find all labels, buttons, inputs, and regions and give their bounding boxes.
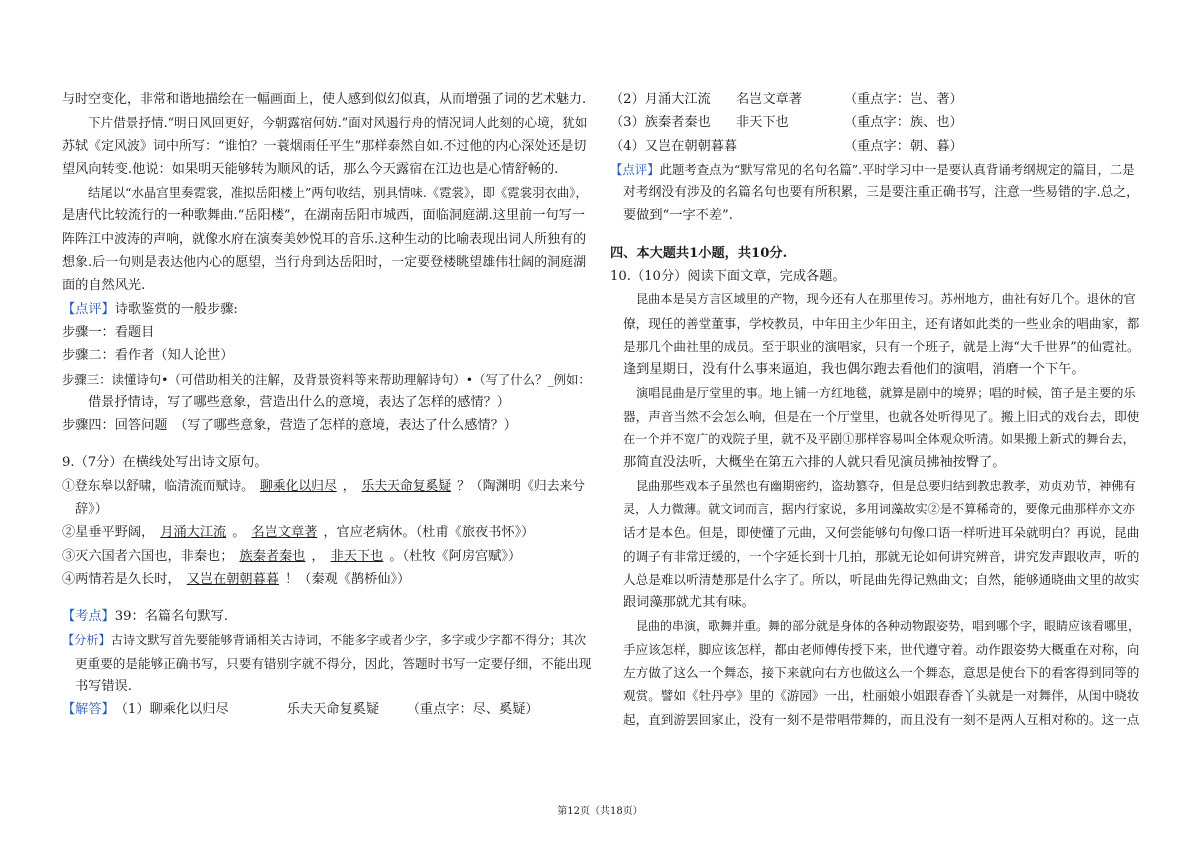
kaodian-tag: 【考点】 [62,609,115,625]
fenxi-line: 【分析】古诗文默写首先要能够背诵相关古诗词，不能多字或者少字，多字或少字都不得分；其次 [62,632,587,647]
text-line: 是那几个曲社里的成员。至于职业的演唱家，只有一个班子，就是上海“大千世界”的仙霓社。 [623,338,1140,354]
text-line: 跟词藻那就尤其有味。 [623,595,755,611]
dianping-tag: 【点评】 [610,161,660,177]
answer-blank: 乐夫天命复奚疑 [361,478,452,494]
answer-blank: 又岂在朝朝暮暮 [186,571,279,587]
text-line: 那简直没法听，大概坐在第五六排的人就只看见演员拂袖按臀了。 [623,455,1006,471]
right-column [610,88,1140,731]
text-line: 书写错误. [75,679,132,695]
dianping-line: 【点评】此题考查点为“默写常见的名句名篇”.平时学习中一是要认真背诵考纲规定的篇目，二是 [610,161,1135,177]
text-line: 人总是难以听清楚那是什么字了。所以，听昆曲先得记熟曲文；自然，能够通晓曲文里的故实 [623,571,1140,587]
jieda-line: 【解答】（1）聊乘化以归尽 乐夫天命复奚疑 （重点字：尽、奚疑） [62,702,539,718]
text-line: 昆曲那些戏本子虽然也有幽期密约，盗劫篡夺，但是总要归结到教忠教孝，劝贞劝节，神佛有 [636,478,1136,493]
step-line: 步骤一：看题目 [62,324,155,340]
text-line: 观赏。譬如《牡丹亭》里的《游园》一出，杜丽娘小姐跟春香丫头就是一对舞伴，从闺中晓妆 [623,688,1140,704]
question-10: 10.（10分）阅读下面文章，完成各题。 [610,269,846,285]
dianping-text: 诗歌鉴赏的一般步骤: [114,301,238,317]
page-footer: 第12页（共18页） [557,806,643,817]
text-line: 话才是本色。但是，即使懂了元曲，又何尝能够句句像口语一样听进耳朵就明白？再说，昆曲 [623,525,1140,541]
text-line: 昆曲的串演，歌舞并重。舞的部分就是身体的各种动物跟姿势，唱到哪个字，眼睛应该看哪里， [636,618,1141,633]
left-column [62,88,592,722]
text-line: 是唐代比较流行的一种歌舞曲.“岳阳楼”，在湖南岳阳市城西，面临洞庭湖.这里前一句写一 [62,208,585,224]
dianping-tag: 【点评】 [62,301,115,317]
answer-blank: 月涌大江流 [160,525,227,541]
question-9: 9.（7分）在横线处写出诗文原句。 [62,455,268,471]
text-line: 要做到“一字不差”. [623,208,733,224]
q9-item-3: ③灭六国者六国也，非秦也； 族秦者秦也 ， 非天下也 。（杜牧《阿房宫赋》） [62,548,522,564]
text-line: 结尾以“水晶宫里奏霓裳，准拟岳阳楼上”两句收结，别具情味.《霓裳》，即《霓裳羽衣曲》， [88,185,588,201]
text-line: 器，声音当然不会怎么响，但是在一个厅堂里，也就各处听得见了。搬上旧式的戏台去，即使 [623,408,1140,424]
text-line: 在一个并不宽广的戏院子里，就不及平剧①那样容易叫全体观众听清。如果搬上新式的舞台去， [623,432,1135,447]
answer-blank: 名岂文章著 [251,525,318,541]
text-line: 演唱昆曲是厅堂里的事。地上铺一方红地毯，就算是剧中的境界；唱的时候，笛子是主要的乐 [636,385,1136,400]
text-line: 手应该怎样，脚应该怎样，都由老师傅传授下来，世代遵守着。动作跟姿势大概重在对称，向 [623,641,1140,657]
jieda-tag: 【解答】 [62,702,115,718]
q9-item-1: ①登东皋以舒啸，临清流而赋诗。 聊乘化以归尽 ， 乐夫天命复奚疑 ？（陶渊明《归去来兮 [62,478,586,494]
kaodian-line: 【考点】39：名篇名句默写. [62,609,229,625]
text-line: 与时空变化，非常和谐地描绘在一幅画面上，使人感到似幻似真，从而增强了词的艺术魅力. [62,92,587,107]
answer-row: （4）又岂在朝朝暮暮 （重点字：朝、暮） [610,138,963,154]
text-line: 左方做了这么一个舞态，接下来就向右方也做这么一个舞态，意思是使台下的看客得到同等的 [623,665,1140,681]
text-line: 面的自然风光. [62,278,146,294]
text-line: 苏轼《定风波》词中所写：“谁怕？一蓑烟雨任平生”那样泰然自如.不过他的内心深处还是切 [62,138,587,154]
answer-blank: 聊乘化以归尽 [259,478,337,494]
text-line: 想象.后一句则是表达他内心的愿望，当行舟到达岳阳时，一定要登楼眺望雄伟壮阔的洞庭湖 [62,255,587,271]
step-line: 借景抒情诗，写了哪些意象，营造出什么的意境，表达了怎样的感情？） [88,394,510,410]
q9-item-2: ②星垂平野阔， 月涌大江流 。 名岂文章著 ，官应老病休。（杜甫《旅夜书怀》） [62,525,535,541]
text-line: 起，直到游罢回家止，没有一刻不是带唱带舞的，而且没有一刻不是两人互相对称的。这一点 [623,711,1140,727]
text-line: 望风向转变.他说：如果明天能够转为顺风的话，那么今天露宿在江边也是心情舒畅的. [62,161,559,177]
step-line: 步骤二：看作者（知人论世） [62,348,234,364]
step-line: 步骤三：读懂诗句•（可借助相关的注解，及背景资料等来帮助理解诗句）•（写了什么？_例如： [62,371,591,387]
text-line: 的调子有非常迂缓的，一个字延长到十几拍，那就无论如何讲究辨音，讲究发声跟收声，听的 [623,548,1140,564]
step-line: 步骤四：回答问题 （写了哪些意象，营造了怎样的意境，表达了什么感情？） [62,418,517,434]
q9-item-1-cont: 辞》） [75,502,108,518]
text-line: 逢到星期日，没有什么事来逼迫，我也偶尔跑去看他们的演唱，消磨一个下午。 [623,362,1085,378]
q9-item-4: ④两情若是久长时， 又岂在朝朝暮暮 ！（秦观《鹊桥仙》） [62,571,411,587]
text-line: 更重要的是能够正确书写，只要有错别字就不得分，因此，答题时书写一定要仔细，不能出现 [75,655,592,671]
text-line: 僚，现任的善堂董事，学校教员，中年田主少年田主，还有诸如此类的一些业余的唱曲家，都 [623,315,1140,331]
answer-blank: 非天下也 [330,548,384,564]
text-line: 灵，人力微薄。就文词而言，据内行家说，多用词藻故实②是不算稀奇的，要像元曲那样亦文亦 [623,502,1135,517]
dianping-line [62,298,592,321]
answer-row: （2）月涌大江流 名岂文章著 （重点字：岂、著） [610,92,963,107]
fenxi-tag: 【分析】 [62,632,111,647]
text-line: 下片借景抒情.“明日风回更好，今朝露宿何妨.”面对风遏行舟的情况词人此刻的心境，犹如 [88,115,588,131]
answer-row: （3）族秦者秦也 非天下也 （重点字：族、也） [610,115,963,131]
text-line: 对考纲没有涉及的名篇名句也要有所积累，三是要注重正确书写，注意一些易错的字.总之， [623,185,1139,201]
answer-blank: 族秦者秦也 [239,548,306,564]
text-line: 昆曲本是吴方言区域里的产物，现今还有人在那里传习。苏州地方，曲社有好几个。退休的官 [636,292,1136,307]
text-line: 阵阵江中波涛的声响，就像水府在演奏美妙悦耳的音乐.这种生动的比喻表现出词人所独有的 [62,231,587,247]
section-heading: 四、本大题共1小题，共10分. [610,245,788,261]
